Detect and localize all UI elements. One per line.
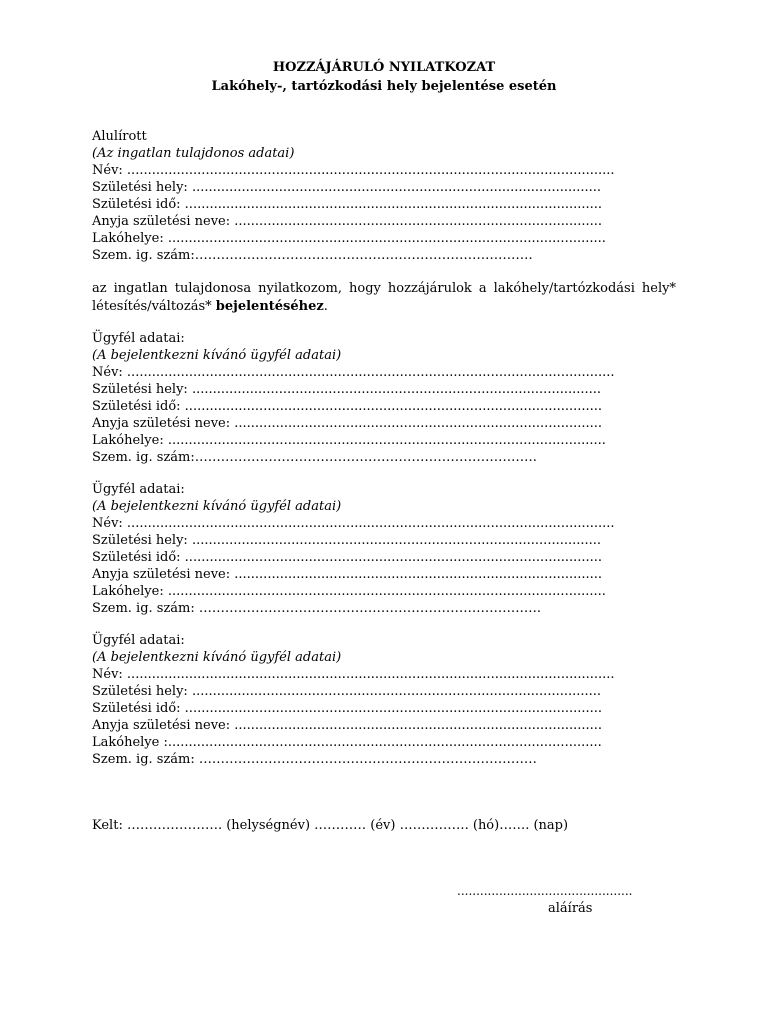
client-2-field-birthplace: Születési hely: ................................................................................................... <box>92 533 602 548</box>
client-1-note: (A bejelentkezni kívánó ügyfél adatai) <box>92 348 342 363</box>
client-3-field-birthdate: Születési idő: ..................................................................................................... <box>92 701 603 716</box>
client-3-field-birthplace: Születési hely: ................................................................................................... <box>92 684 602 699</box>
client-1-field-id-number: Szem. ig. szám:……………………………………………………………………. <box>92 450 537 465</box>
client-2-field-name: Név: ...................................................................................................................... <box>92 516 615 531</box>
client-2-note: (A bejelentkezni kívánó ügyfél adatai) <box>92 499 342 514</box>
document-title: HOZZÁJÁRULÓ NYILATKOZAT <box>272 60 496 75</box>
owner-field-residence: Lakóhelye: .......................................................................................................... <box>92 231 606 246</box>
client-2-field-birthdate: Születési idő: ..................................................................................................... <box>92 550 603 565</box>
client-2-field-id-number: Szem. ig. szám: ……………………………………………………………………. <box>92 601 542 616</box>
client-2-field-residence: Lakóhelye: .......................................................................................................... <box>92 584 606 599</box>
signature-label: aláírás <box>548 901 593 916</box>
owner-field-birthdate: Születési idő: ..................................................................................................... <box>92 197 603 212</box>
client-1-heading: Ügyfél adatai: <box>92 331 185 346</box>
consent-statement-bold: bejelentéséhez <box>215 299 324 314</box>
client-3-field-name: Név: ...................................................................................................................... <box>92 667 615 682</box>
client-3-field-mothers-name: Anyja születési neve: ......................................................................................... <box>92 718 603 733</box>
signature-line: .............................................. <box>457 884 633 898</box>
client-1-field-residence: Lakóhelye: .......................................................................................................... <box>92 433 606 448</box>
consent-statement-end: . <box>323 299 328 314</box>
date-place-line: Kelt: …………………. (helységnév) ………… (év) ……………. (hó)……. (nap) <box>92 818 569 833</box>
owner-note: (Az ingatlan tulajdonos adatai) <box>92 146 295 161</box>
document-subtitle: Lakóhely-, tartózkodási hely bejelentése esetén <box>211 79 557 94</box>
client-1-field-name: Név: ...................................................................................................................... <box>92 365 615 380</box>
client-3-heading: Ügyfél adatai: <box>92 633 185 648</box>
client-2-heading: Ügyfél adatai: <box>92 482 185 497</box>
owner-field-mothers-name: Anyja születési neve: ......................................................................................... <box>92 214 603 229</box>
client-1-field-mothers-name: Anyja születési neve: ......................................................................................... <box>92 416 603 431</box>
owner-intro: Alulírott <box>92 129 147 144</box>
consent-statement <box>92 280 676 316</box>
client-3-note: (A bejelentkezni kívánó ügyfél adatai) <box>92 650 342 665</box>
client-1-field-birthplace: Születési hely: ................................................................................................... <box>92 382 602 397</box>
owner-field-name: Név: ...................................................................................................................... <box>92 163 615 178</box>
client-3-field-residence: Lakóhelye :......................................................................................................... <box>92 735 602 750</box>
owner-field-birthplace: Születési hely: ................................................................................................... <box>92 180 602 195</box>
client-2-field-mothers-name: Anyja születési neve: ......................................................................................... <box>92 567 603 582</box>
client-3-field-id-number: Szem. ig. szám: …………………………………………………………………… <box>92 752 537 767</box>
owner-field-id-number: Szem. ig. szám:…………………………………………………………………… <box>92 248 533 263</box>
client-1-field-birthdate: Születési idő: ..................................................................................................... <box>92 399 603 414</box>
consent-statement-text: az ingatlan tulajdonosa nyilatkozom, hogy hozzájárulok a lakóhely/tartózkodási hely* létesítés/változás* <box>92 281 676 314</box>
